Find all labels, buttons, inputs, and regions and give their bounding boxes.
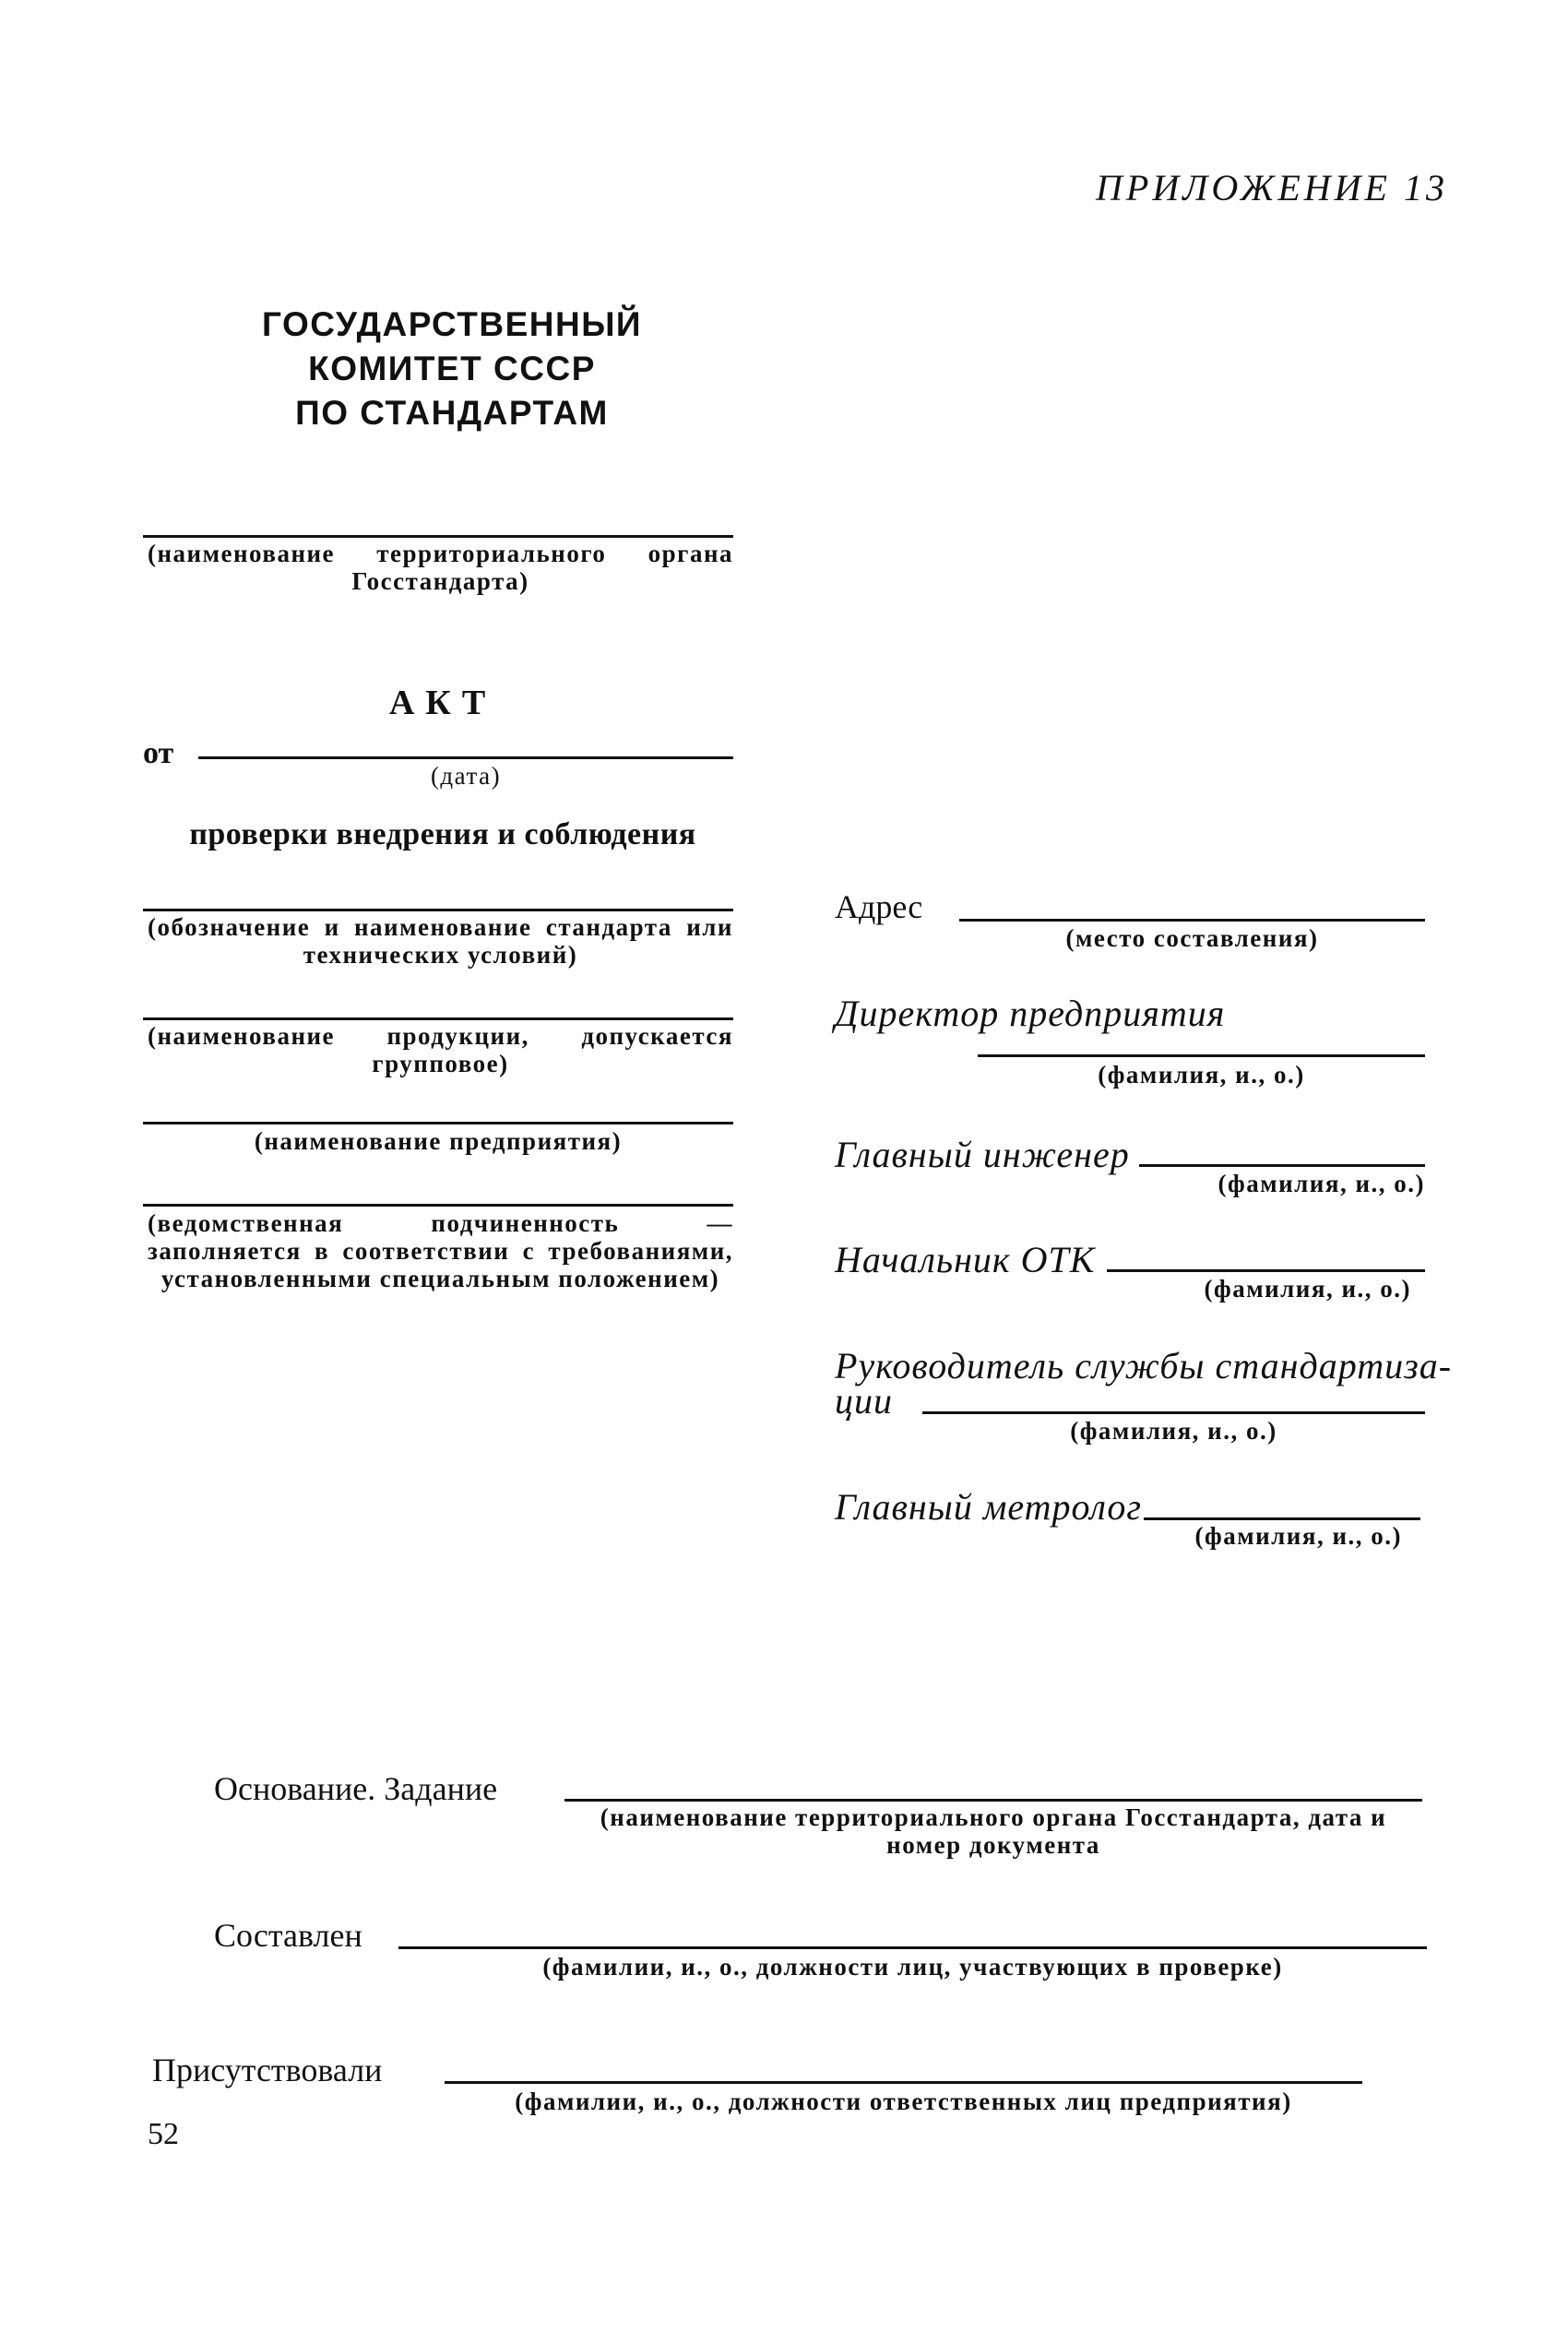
organization-line-3: ПО СТАНДАРТАМ	[295, 394, 609, 432]
enterprise-caption: (наименование предприятия)	[254, 1127, 623, 1155]
address-caption: (место составления)	[1065, 924, 1319, 952]
chief-engineer-label: Главный инженер	[835, 1134, 1130, 1175]
date-line[interactable]	[198, 756, 733, 759]
chief-engineer-caption: (фамилия, и., о.)	[1218, 1170, 1425, 1197]
compiled-label: Составлен	[214, 1917, 362, 1954]
present-line[interactable]	[445, 2081, 1362, 2084]
director-line[interactable]	[978, 1054, 1425, 1057]
present-caption: (фамилии, и., о., должности ответственных лиц предприятия)	[515, 2088, 1292, 2115]
subordination-caption: (ведомственная подчиненность — заполняется в соответствии с требованиями, установленными специальным положением)	[148, 1209, 733, 1292]
metrologist-caption: (фамилия, и., о.)	[1194, 1522, 1402, 1550]
date-caption: (дата)	[430, 762, 502, 790]
standardization-caption: (фамилия, и., о.)	[1070, 1417, 1277, 1445]
chief-engineer-line[interactable]	[1139, 1164, 1425, 1167]
organization-line-2: КОМИТЕТ СССР	[308, 350, 596, 387]
standardization-label-continued: ции	[835, 1380, 893, 1422]
act-title: АКТ	[388, 684, 497, 722]
basis-line[interactable]	[564, 1799, 1422, 1802]
organization-line-1: ГОСУДАРСТВЕННЫЙ	[261, 305, 643, 343]
director-caption: (фамилия, и., о.)	[1098, 1061, 1305, 1089]
basis-caption: (наименование территориального органа Госстандарта, дата и номер документа	[600, 1803, 1387, 1859]
standard-line[interactable]	[143, 909, 733, 911]
organization-name	[240, 303, 664, 435]
territorial-organ-line[interactable]	[143, 535, 733, 538]
address-line[interactable]	[959, 919, 1425, 922]
metrologist-line[interactable]	[1144, 1517, 1420, 1520]
product-line[interactable]	[143, 1017, 733, 1020]
present-label: Присутствовали	[152, 2052, 383, 2088]
page-number: 52	[148, 2117, 179, 2151]
product-caption: (наименование продукции, допускается групповое)	[148, 1022, 733, 1077]
standard-caption: (обозначение и наименование стандарта или технических условий)	[148, 913, 733, 969]
subordination-line[interactable]	[143, 1204, 733, 1207]
check-title: проверки внедрения и соблюдения	[189, 817, 696, 851]
compiled-caption: (фамилии, и., о., должности лиц, участвующих в проверке)	[542, 1953, 1283, 1981]
standardization-line[interactable]	[922, 1411, 1425, 1414]
metrologist-label: Главный метролог	[835, 1486, 1143, 1528]
appendix-label: ПРИЛОЖЕНИЕ 13	[1096, 167, 1448, 208]
address-label: Адрес	[835, 888, 923, 925]
date-prefix: от	[143, 736, 174, 770]
otk-head-caption: (фамилия, и., о.)	[1204, 1275, 1411, 1303]
territorial-organ-caption: (наименование территориального органа Госстандарта)	[148, 540, 733, 595]
director-label: Директор предприятия	[835, 993, 1226, 1034]
otk-head-label: Начальник ОТК	[835, 1239, 1096, 1280]
compiled-line[interactable]	[398, 1946, 1427, 1949]
otk-head-line[interactable]	[1107, 1269, 1425, 1272]
basis-label: Основание. Задание	[214, 1770, 498, 1807]
standardization-label: Руководитель службы стандартиза-	[835, 1345, 1453, 1386]
enterprise-line[interactable]	[143, 1122, 733, 1124]
